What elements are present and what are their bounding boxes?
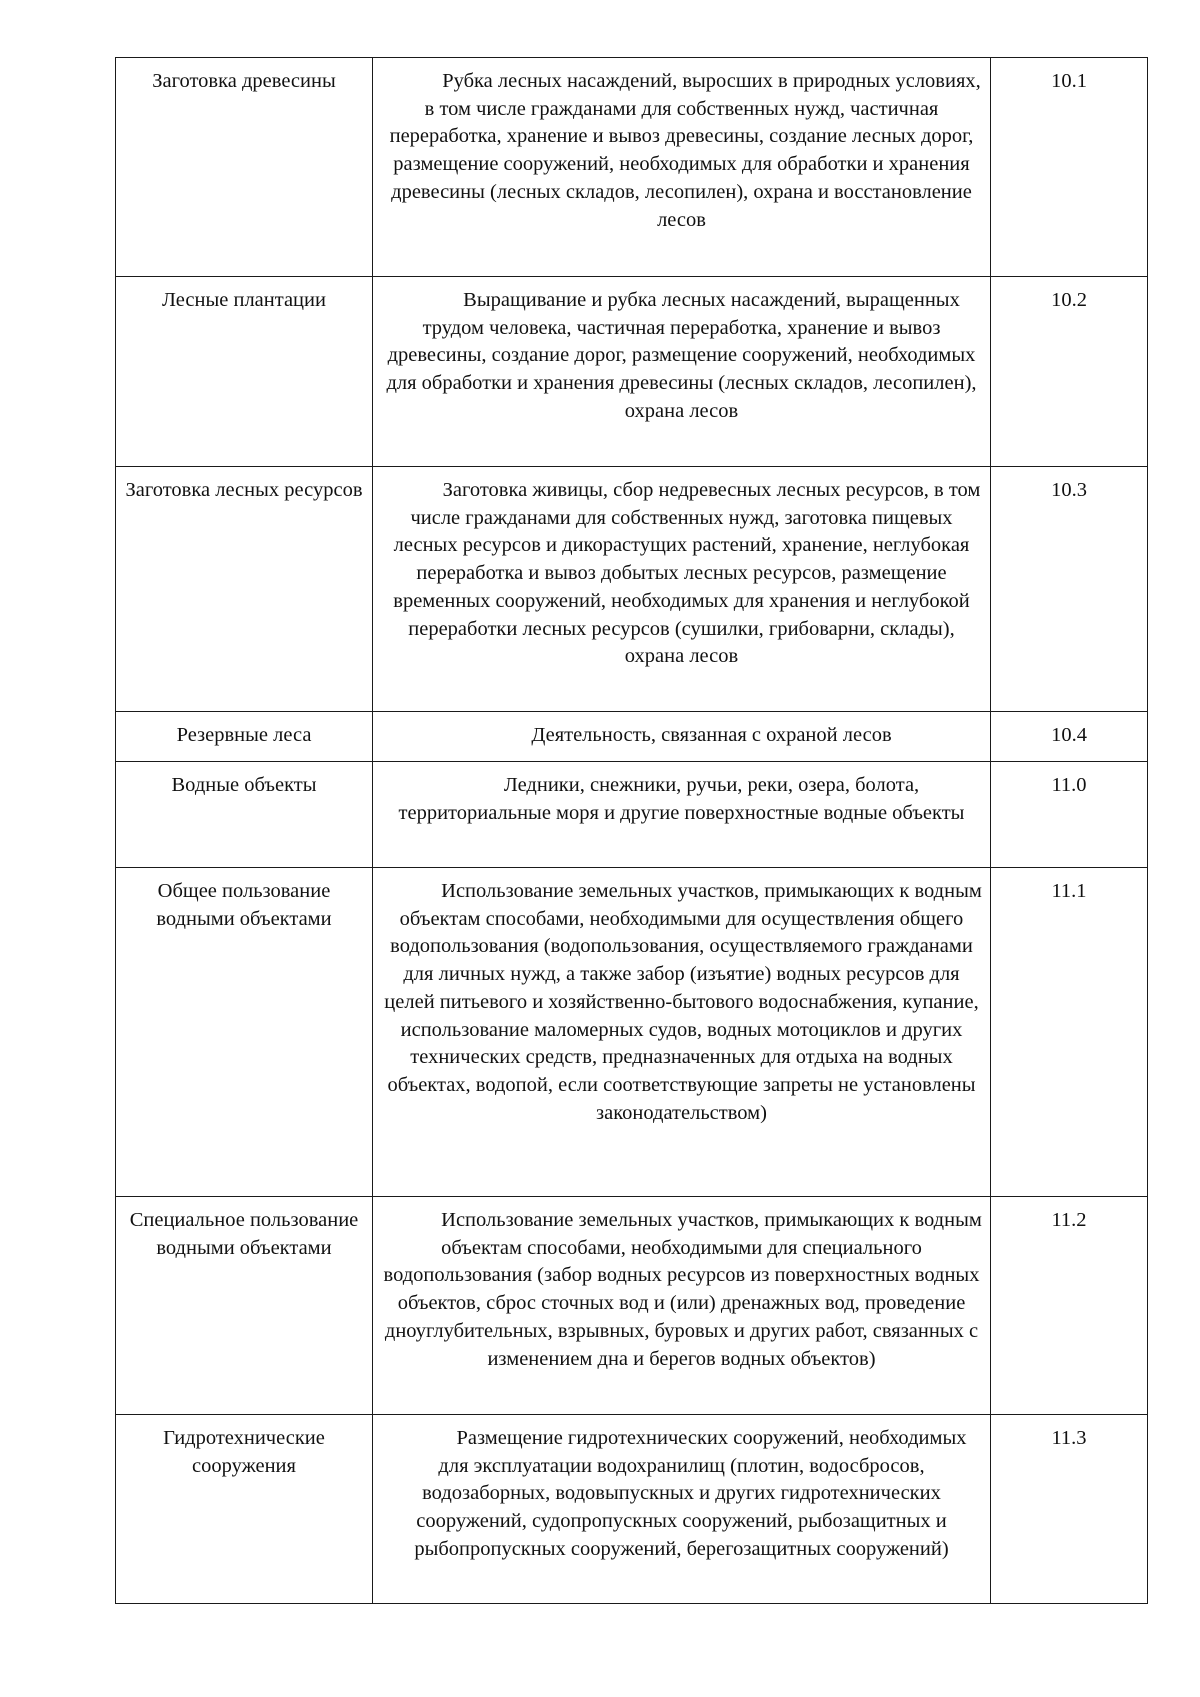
use-type-description: Рубка лесных насаждений, выросших в природных условиях, в том числе гражданами для собственных нужд, частичная переработка, хранение и вывоз древесины, создание лесных дорог, размещение сооружений, необходимых для обработки и хранения древесины (лесных складов, лесопилен), охрана и восстановление лесов xyxy=(373,58,991,277)
table-row xyxy=(116,868,1148,1197)
table-row xyxy=(116,277,1148,467)
use-type-code: 11.1 xyxy=(991,868,1148,1197)
use-type-description: Использование земельных участков, примыкающих к водным объектам способами, необходимыми для осуществления общего водопользования (водопользования, осуществляемого гражданами для личных нужд, а также забор (изъятие) водных ресурсов для целей питьевого и хозяйственно-бытового водоснабжения, купание, использование маломерных судов, водных мотоциклов и других технических средств, предназначенных для отдыха на водных объектах, водопой, если соответствующие запреты не установлены законодательством) xyxy=(373,868,991,1197)
use-type-description: Размещение гидротехнических сооружений, необходимых для эксплуатации водохранилищ (плотин, водосбросов, водозаборных, водовыпускных и других гидротехнических сооружений, судопропускных сооружений, рыбозащитных и рыбопропускных сооружений, берегозащитных сооружений) xyxy=(373,1415,991,1604)
use-type-name: Лесные плантации xyxy=(116,277,373,467)
use-type-description: Ледники, снежники, ручьи, реки, озера, болота, территориальные моря и другие поверхностные водные объекты xyxy=(373,762,991,868)
use-type-name: Специальное пользование водными объектами xyxy=(116,1197,373,1415)
use-type-name: Общее пользование водными объектами xyxy=(116,868,373,1197)
use-type-description: Деятельность, связанная с охраной лесов xyxy=(373,712,991,762)
use-type-code: 11.2 xyxy=(991,1197,1148,1415)
use-type-code: 11.0 xyxy=(991,762,1148,868)
land-use-table xyxy=(115,57,1148,1604)
table-row xyxy=(116,1197,1148,1415)
use-type-code: 10.3 xyxy=(991,467,1148,712)
table-row xyxy=(116,712,1148,762)
table-row xyxy=(116,58,1148,277)
table-row xyxy=(116,1415,1148,1604)
use-type-code: 10.2 xyxy=(991,277,1148,467)
table-row xyxy=(116,467,1148,712)
table-row xyxy=(116,762,1148,868)
use-type-name: Заготовка древесины xyxy=(116,58,373,277)
use-type-name: Заготовка лесных ресурсов xyxy=(116,467,373,712)
use-type-name: Водные объекты xyxy=(116,762,373,868)
use-type-name: Резервные леса xyxy=(116,712,373,762)
use-type-code: 10.1 xyxy=(991,58,1148,277)
use-type-description: Заготовка живицы, сбор недревесных лесных ресурсов, в том числе гражданами для собственных нужд, заготовка пищевых лесных ресурсов и дикорастущих растений, хранение, неглубокая переработка и вывоз добытых лесных ресурсов, размещение временных сооружений, необходимых для хранения и неглубокой переработки лесных ресурсов (сушилки, грибоварни, склады), охрана лесов xyxy=(373,467,991,712)
use-type-name: Гидротехнические сооружения xyxy=(116,1415,373,1604)
use-type-description: Использование земельных участков, примыкающих к водным объектам способами, необходимыми для специального водопользования (забор водных ресурсов из поверхностных водных объектов, сброс сточных вод и (или) дренажных вод, проведение дноуглубительных, взрывных, буровых и других работ, связанных с изменением дна и берегов водных объектов) xyxy=(373,1197,991,1415)
use-type-code: 10.4 xyxy=(991,712,1148,762)
use-type-description: Выращивание и рубка лесных насаждений, выращенных трудом человека, частичная переработка, хранение и вывоз древесины, создание дорог, размещение сооружений, необходимых для обработки и хранения древесины (лесных складов, лесопилен), охрана лесов xyxy=(373,277,991,467)
use-type-code: 11.3 xyxy=(991,1415,1148,1604)
